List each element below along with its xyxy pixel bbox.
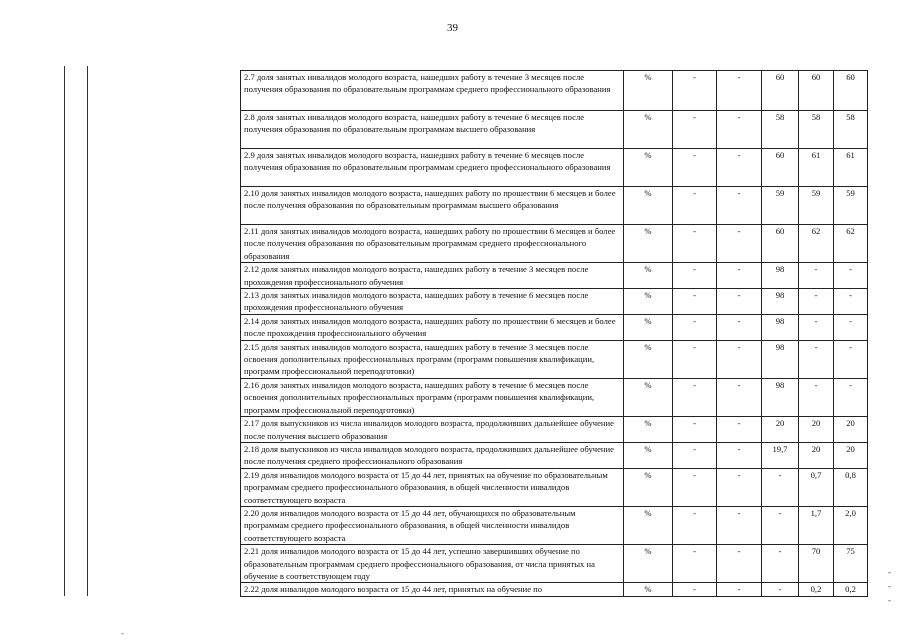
value-cell: 20 [799, 417, 834, 443]
value-cell: - [799, 340, 834, 378]
value-cell: 60 [834, 71, 868, 111]
value-cell: - [673, 506, 717, 544]
value-cell: - [673, 225, 717, 263]
value-cell: 20 [762, 417, 799, 443]
value-cell: - [673, 340, 717, 378]
value-cell: 70 [799, 545, 834, 583]
value-cell: - [834, 314, 868, 340]
indicator-description: 2.14 доля занятых инвалидов молодого возраста, нашедших работу по прошествии 6 месяцев и более после прохождения профессионального обучения [241, 314, 624, 340]
unit-cell: % [624, 583, 673, 596]
value-cell: - [717, 149, 762, 187]
value-cell: 60 [762, 71, 799, 111]
table-row [241, 187, 868, 225]
value-cell: 0,2 [799, 583, 834, 596]
unit-cell: % [624, 442, 673, 468]
indicator-description: 2.20 доля инвалидов молодого возраста от 15 до 44 лет, обучающихся по образовательным программам среднего профессионального образования, в общей численности инвалидов соответствующего возраста [241, 506, 624, 544]
indicator-description: 2.10 доля занятых инвалидов молодого возраста, нашедших работу по прошествии 6 месяцев и более после получения образования по образовательным программам высшего образования [241, 187, 624, 225]
unit-cell: % [624, 71, 673, 111]
value-cell: - [799, 378, 834, 416]
value-cell: 60 [762, 225, 799, 263]
value-cell: - [673, 149, 717, 187]
value-cell: - [673, 314, 717, 340]
value-cell: - [673, 442, 717, 468]
unit-cell: % [624, 506, 673, 544]
value-cell: - [762, 506, 799, 544]
value-cell: - [673, 417, 717, 443]
value-cell: 75 [834, 545, 868, 583]
unit-cell: % [624, 340, 673, 378]
value-cell: - [673, 289, 717, 315]
indicator-description: 2.17 доля выпускников из числа инвалидов молодого возраста, продолживших дальнейшее обучение после получения высшего образования [241, 417, 624, 443]
unit-cell: % [624, 111, 673, 149]
value-cell: - [717, 314, 762, 340]
indicator-description: 2.12 доля занятых инвалидов молодого возраста, нашедших работу в течение 3 месяцев после прохождения профессионального обучения [241, 263, 624, 289]
indicator-description: 2.18 доля выпускников из числа инвалидов молодого возраста, продолживших дальнейшее обучение после получения среднего профессионального образования [241, 442, 624, 468]
value-cell: 98 [762, 378, 799, 416]
value-cell: 61 [834, 149, 868, 187]
left-margin-frame [64, 66, 88, 596]
unit-cell: % [624, 289, 673, 315]
value-cell: 58 [834, 111, 868, 149]
value-cell: - [673, 378, 717, 416]
table-row [241, 111, 868, 149]
value-cell: 98 [762, 314, 799, 340]
indicators-table [240, 70, 868, 597]
value-cell: 20 [834, 417, 868, 443]
value-cell: - [799, 289, 834, 315]
value-cell: 58 [799, 111, 834, 149]
unit-cell: % [624, 378, 673, 416]
page-number: 39 [447, 22, 458, 34]
table-row [241, 149, 868, 187]
value-cell: 0,8 [834, 468, 868, 506]
value-cell: - [717, 263, 762, 289]
table-row [241, 340, 868, 378]
margin-tick: - [888, 567, 891, 577]
indicator-description: 2.7 доля занятых инвалидов молодого возраста, нашедших работу в течение 3 месяцев после получения образования по образовательным программам среднего профессионального образования [241, 71, 624, 111]
table-row [241, 378, 868, 416]
table-row [241, 71, 868, 111]
value-cell: - [717, 111, 762, 149]
indicator-description: 2.11 доля занятых инвалидов молодого возраста, нашедших работу по прошествии 6 месяцев и более после получения образования по образовательным программам среднего профессионального образования [241, 225, 624, 263]
table-row [241, 583, 868, 596]
value-cell: - [717, 545, 762, 583]
value-cell: - [717, 187, 762, 225]
value-cell: - [673, 468, 717, 506]
value-cell: - [834, 263, 868, 289]
indicator-description: 2.21 доля инвалидов молодого возраста от 15 до 44 лет, успешно завершивших обучение по образовательным программам среднего профессионального образования, от числа принятых на обучение в соответствующем году [241, 545, 624, 583]
unit-cell: % [624, 187, 673, 225]
value-cell: - [717, 468, 762, 506]
value-cell: - [673, 545, 717, 583]
value-cell: - [673, 71, 717, 111]
unit-cell: % [624, 468, 673, 506]
value-cell: - [717, 583, 762, 596]
table-row [241, 417, 868, 443]
value-cell: 0,2 [834, 583, 868, 596]
indicator-description: 2.13 доля занятых инвалидов молодого возраста, нашедших работу в течение 6 месяцев после прохождения профессионального обучения [241, 289, 624, 315]
value-cell: - [717, 289, 762, 315]
value-cell: 59 [799, 187, 834, 225]
value-cell: - [673, 111, 717, 149]
value-cell: 98 [762, 263, 799, 289]
value-cell: 98 [762, 340, 799, 378]
value-cell: - [717, 417, 762, 443]
value-cell: - [762, 583, 799, 596]
value-cell: 0,7 [799, 468, 834, 506]
value-cell: 20 [834, 442, 868, 468]
indicator-description: 2.22 доля инвалидов молодого возраста от 15 до 44 лет, принятых на обучение по [241, 583, 624, 596]
unit-cell: % [624, 314, 673, 340]
value-cell: - [717, 71, 762, 111]
indicator-description: 2.9 доля занятых инвалидов молодого возраста, нашедших работу в течение 6 месяцев после получения образования по образовательным программам среднего профессионального образования [241, 149, 624, 187]
margin-tick: - [888, 581, 891, 591]
value-cell: - [834, 340, 868, 378]
margin-ticks [888, 565, 891, 607]
value-cell: - [799, 314, 834, 340]
value-cell: 20 [799, 442, 834, 468]
value-cell: - [717, 340, 762, 378]
table-row [241, 442, 868, 468]
table-row [241, 506, 868, 544]
value-cell: - [834, 289, 868, 315]
value-cell: 98 [762, 289, 799, 315]
value-cell: 60 [799, 71, 834, 111]
value-cell: - [717, 442, 762, 468]
indicator-description: 2.15 доля занятых инвалидов молодого возраста, нашедших работу в течение 3 месяцев после освоения дополнительных профессиональных программ (программ повышения квалификации, программ профессиональной переподготовки) [241, 340, 624, 378]
value-cell: - [799, 263, 834, 289]
indicator-description: 2.8 доля занятых инвалидов молодого возраста, нашедших работу в течение 6 месяцев после получения образования по образовательным программам высшего образования [241, 111, 624, 149]
indicator-description: 2.16 доля занятых инвалидов молодого возраста, нашедших работу в течение 6 месяцев после освоения дополнительных профессиональных программ (программ повышения квалификации, программ профессиональной переподготовки) [241, 378, 624, 416]
value-cell: 59 [834, 187, 868, 225]
table-body [241, 71, 868, 597]
table-row [241, 263, 868, 289]
value-cell: 61 [799, 149, 834, 187]
value-cell: 60 [762, 149, 799, 187]
table-row [241, 289, 868, 315]
margin-tick: - [888, 595, 891, 605]
unit-cell: % [624, 225, 673, 263]
value-cell: - [673, 187, 717, 225]
unit-cell: % [624, 263, 673, 289]
unit-cell: % [624, 149, 673, 187]
value-cell: - [762, 468, 799, 506]
table-row [241, 314, 868, 340]
value-cell: 1,7 [799, 506, 834, 544]
table-row [241, 468, 868, 506]
unit-cell: % [624, 417, 673, 443]
table-row [241, 545, 868, 583]
value-cell: 62 [834, 225, 868, 263]
indicator-description: 2.19 доля инвалидов молодого возраста от 15 до 44 лет, принятых на обучение по образовательным программам среднего профессионального образования, в общей численности инвалидов соответствующего возраста [241, 468, 624, 506]
value-cell: - [717, 225, 762, 263]
value-cell: - [717, 378, 762, 416]
value-cell: 58 [762, 111, 799, 149]
value-cell: 19,7 [762, 442, 799, 468]
value-cell: - [762, 545, 799, 583]
value-cell: - [717, 506, 762, 544]
value-cell: - [673, 583, 717, 596]
value-cell: 59 [762, 187, 799, 225]
value-cell: - [673, 263, 717, 289]
value-cell: 62 [799, 225, 834, 263]
value-cell: - [834, 378, 868, 416]
table-row [241, 225, 868, 263]
value-cell: 2,0 [834, 506, 868, 544]
stray-mark: - [121, 628, 124, 638]
unit-cell: % [624, 545, 673, 583]
